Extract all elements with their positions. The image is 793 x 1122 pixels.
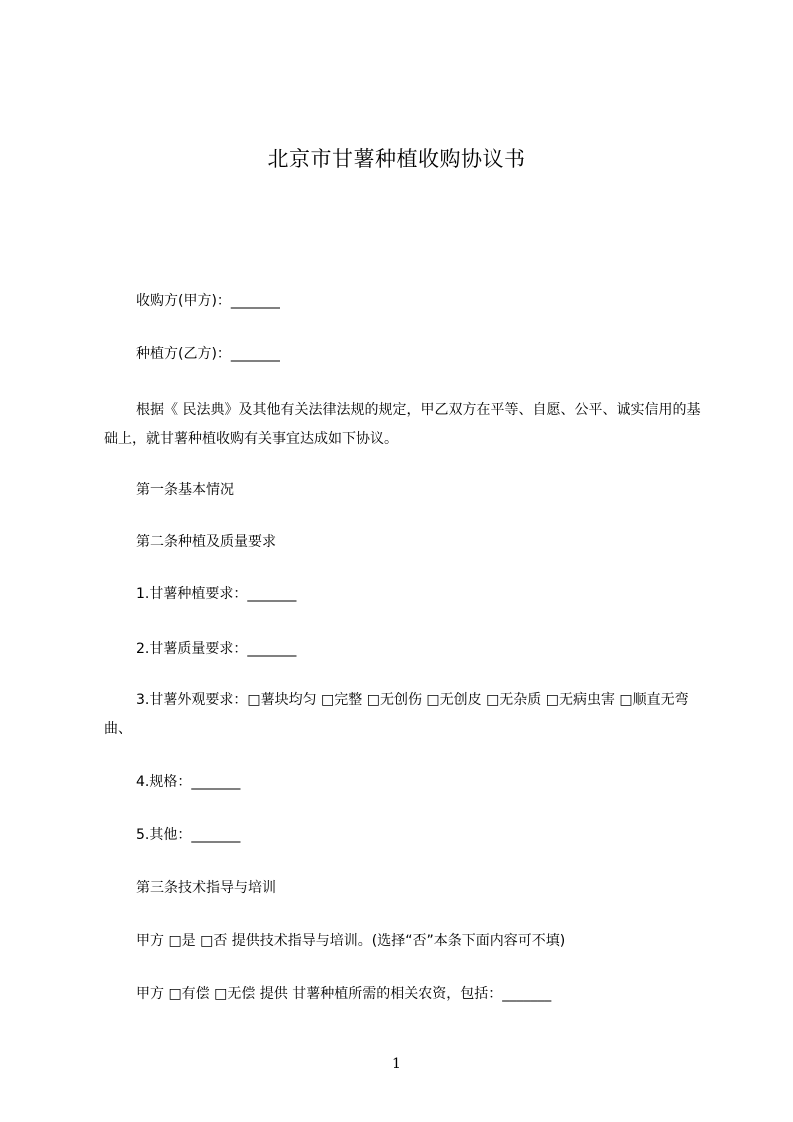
appearance-requirement-paragraph (104, 686, 704, 744)
document-title: 北京市甘薯种植收购协议书 (267, 147, 526, 171)
technical-guidance-line: 甲方 □是 □否 提供技术指导与培训。(选择“否”本条下面内容可不填) (136, 933, 566, 949)
planting-requirement-line: 1.甘薯种植要求：_______ (136, 586, 297, 602)
preamble-text: 根据《 民法典》及其他有关法律法规的规定，甲乙双方在平等、自愿、公平、诚实信用的基础上，就甘薯种植收购有关事宜达成如下协议。 (104, 402, 701, 447)
other-line: 5.其他：_______ (136, 827, 241, 843)
buyer-line: 收购方(甲方)：_______ (136, 293, 280, 309)
article-3-heading: 第三条技术指导与培训 (136, 880, 276, 896)
article-2-heading: 第二条种植及质量要求 (136, 534, 276, 550)
page-number: 1 (392, 1056, 401, 1072)
agricultural-materials-line: 甲方 □有偿 □无偿 提供 甘薯种植所需的相关农资，包括：_______ (136, 986, 552, 1002)
preamble-paragraph (104, 396, 704, 454)
appearance-requirement-text: 3.甘薯外观要求：□薯块均匀 □完整 □无创伤 □无创皮 □无杂质 □无病虫害 □顺直无弯曲、 (104, 692, 689, 737)
quality-requirement-line: 2.甘薯质量要求：_______ (136, 641, 297, 657)
specification-line: 4.规格：_______ (136, 774, 241, 790)
article-1-heading: 第一条基本情况 (136, 482, 234, 498)
grower-line: 种植方(乙方)：_______ (136, 346, 280, 362)
